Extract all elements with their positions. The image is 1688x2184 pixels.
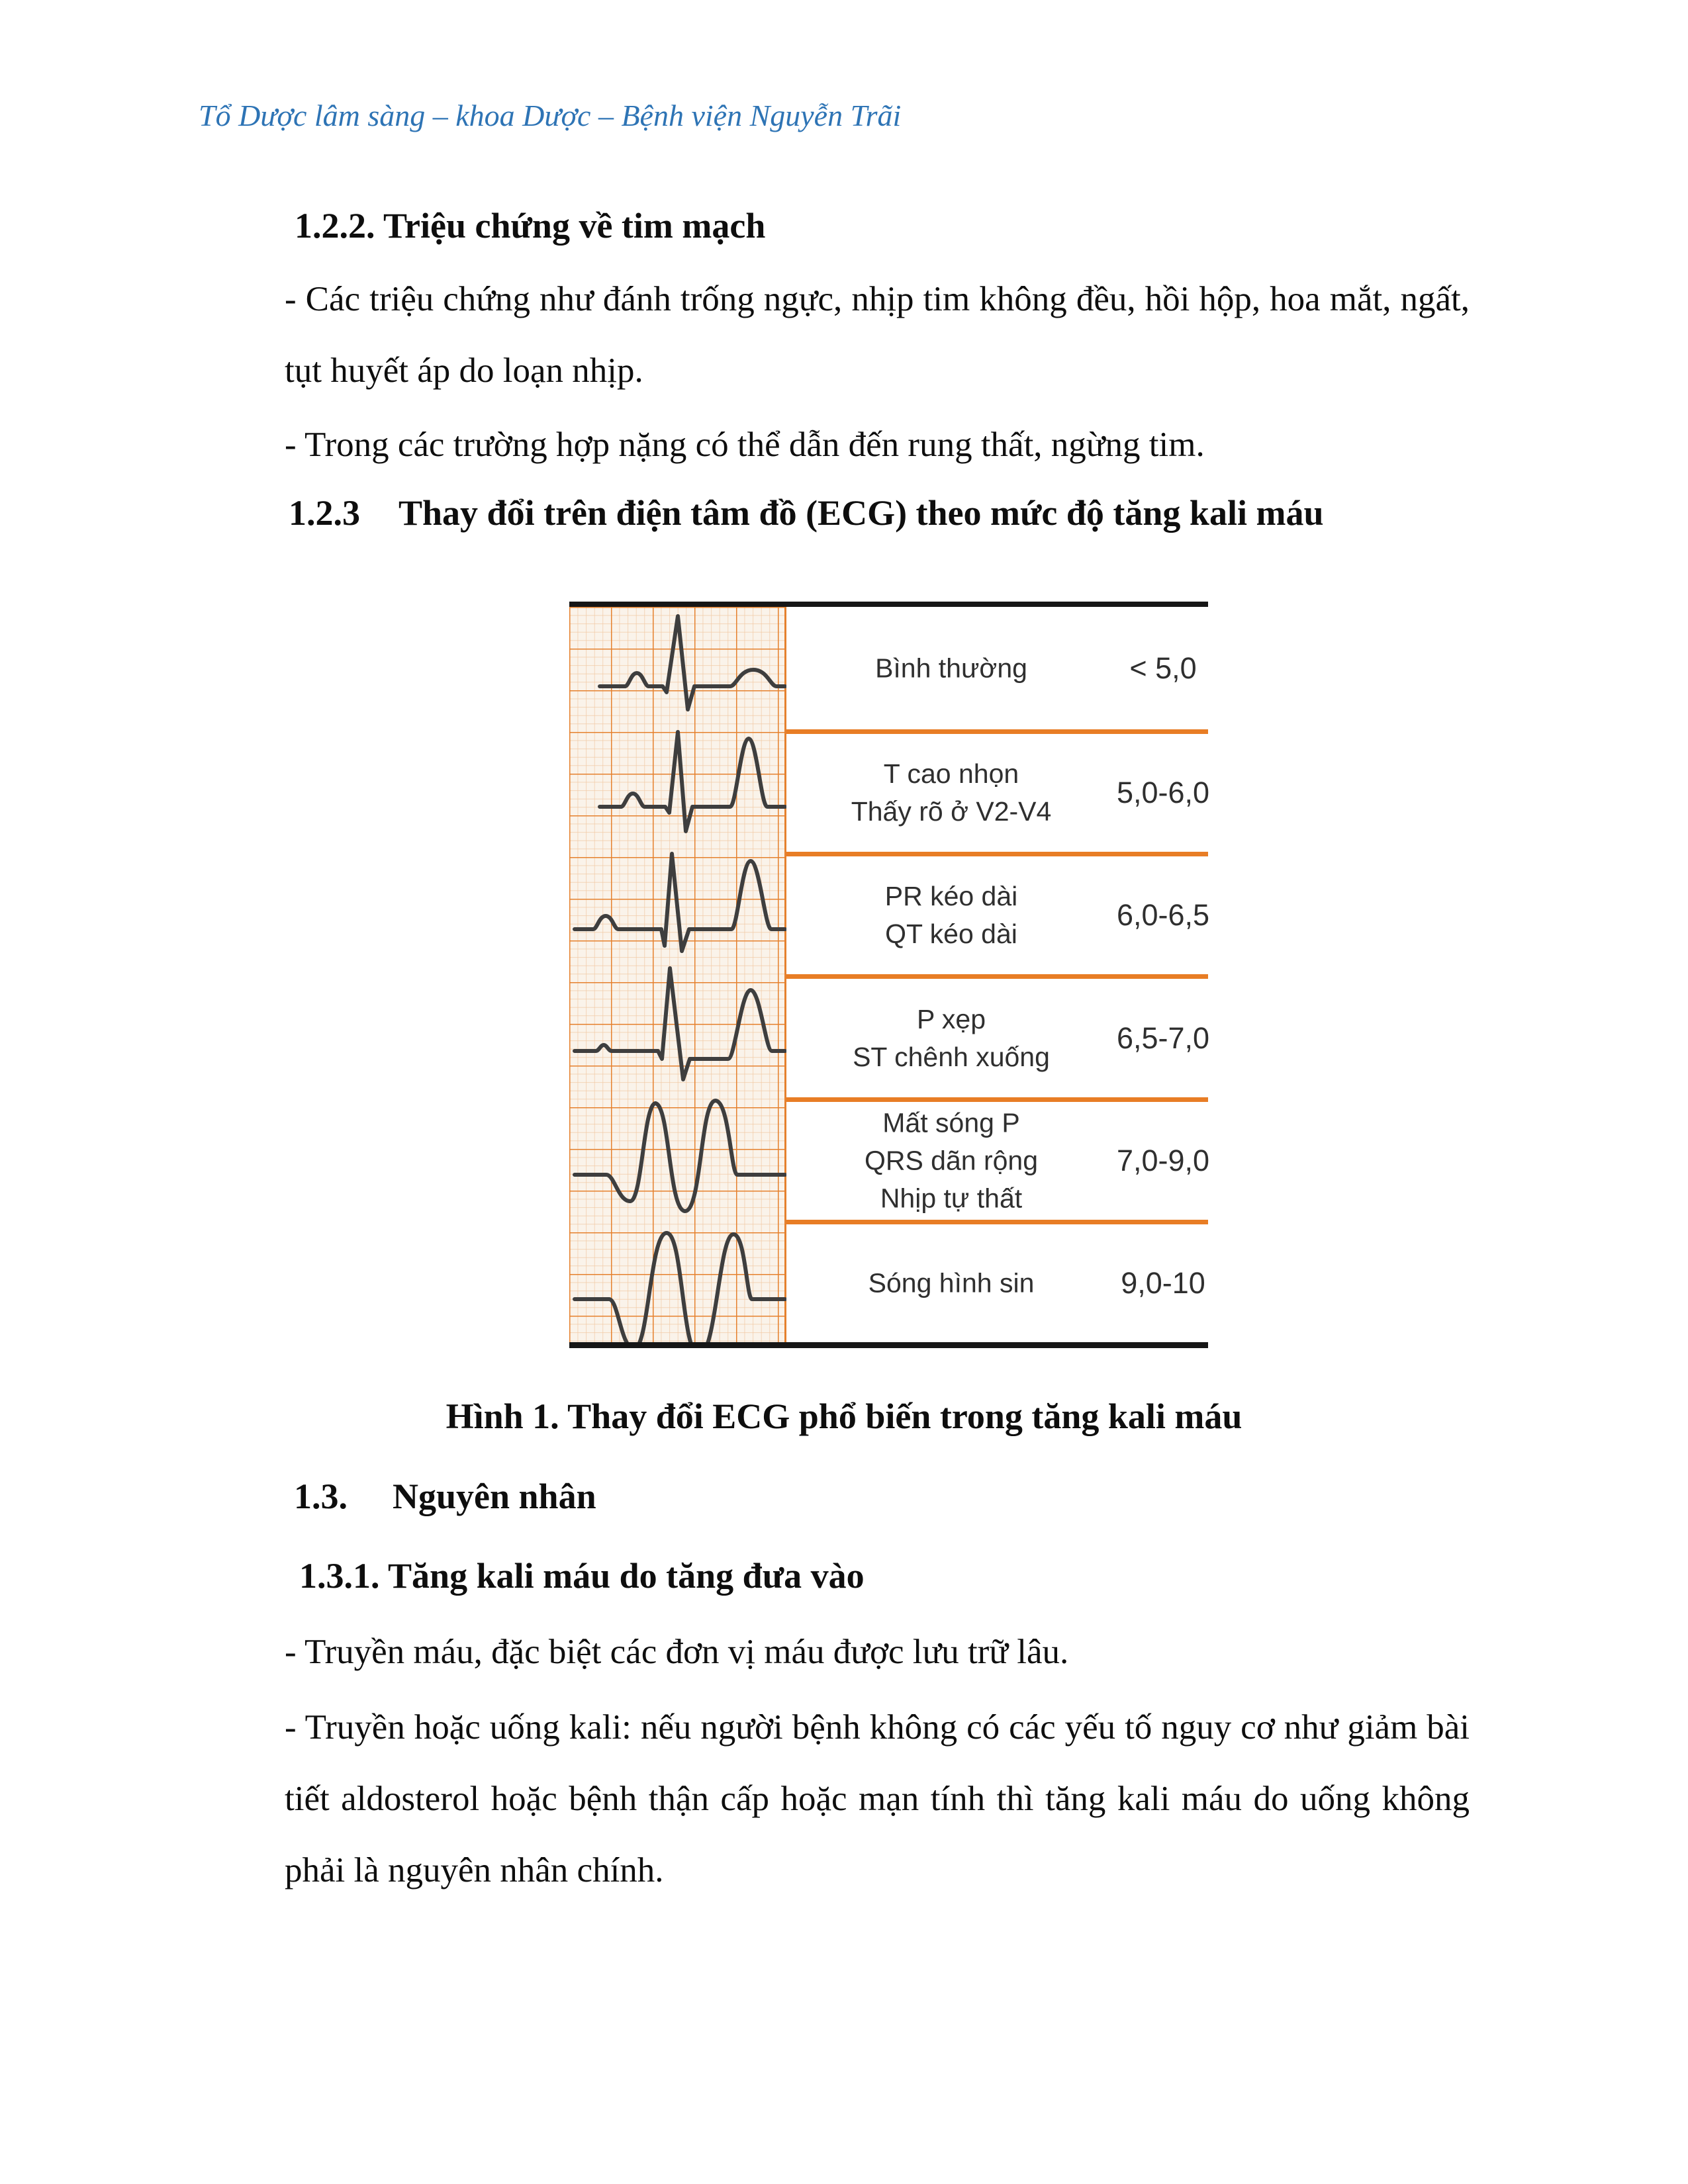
figure-row — [786, 607, 1208, 729]
heading-1-2-2: 1.2.2. Triệu chứng về tim mạch — [295, 206, 766, 246]
figure-row-label-line: Thấy rõ ở V2-V4 — [851, 796, 1052, 827]
heading-1-3-number: 1.3. — [294, 1477, 348, 1516]
figure-top-border — [569, 602, 1208, 607]
figure-row-value: 6,0-6,5 — [1116, 898, 1210, 933]
figure-row-label-line: T cao nhọn — [883, 758, 1019, 790]
heading-1-3-1: 1.3.1. Tăng kali máu do tăng đưa vào — [299, 1556, 865, 1596]
figure-row-label — [806, 1104, 1097, 1217]
ecg-figure — [569, 602, 1208, 1348]
figure-caption: Hình 1. Thay đổi ECG phổ biến trong tăng kali máu — [445, 1396, 1243, 1436]
figure-row-label-line: Mất sóng P — [882, 1107, 1020, 1138]
figure-rows — [786, 607, 1208, 1342]
figure-row-label-line: Bình thường — [875, 653, 1027, 684]
figure-row-label — [806, 755, 1097, 831]
figure-row — [786, 974, 1208, 1097]
figure-row — [786, 1220, 1208, 1342]
figure-row-value: 6,5-7,0 — [1116, 1021, 1210, 1055]
figure-row-value: 9,0-10 — [1121, 1265, 1205, 1300]
figure-row-label-line: Nhịp tự thất — [880, 1183, 1023, 1214]
paragraph-cardiac-symptoms: - Các triệu chứng như đánh trống ngực, nhịp tim không đều, hồi hộp, hoa mắt, ngất, tụt huyết áp do loạn nhịp. — [285, 280, 1470, 390]
heading-1-2-3 — [289, 490, 1324, 536]
figure-row-value: < 5,0 — [1129, 651, 1197, 685]
figure-row-label — [806, 1264, 1097, 1302]
figure-row-label-line: QRS dãn rộng — [864, 1145, 1039, 1176]
figure-row-label-line: QT kéo dài — [885, 919, 1017, 950]
figure-bottom-border — [569, 1342, 1208, 1348]
figure-row-value: 5,0-6,0 — [1116, 776, 1210, 810]
figure-row-value: 7,0-9,0 — [1116, 1143, 1210, 1177]
heading-1-3 — [294, 1473, 596, 1520]
heading-1-2-3-title: Thay đổi trên điện tâm đồ (ECG) theo mức độ tăng kali máu — [399, 493, 1324, 533]
figure-row-label-line: P xẹp — [916, 1003, 986, 1034]
figure-row-label — [806, 1001, 1097, 1076]
figure-row-label — [806, 649, 1097, 687]
paragraph-potassium-intake: - Truyền hoặc uống kali: nếu người bệnh không có các yếu tố nguy cơ như giảm bài tiết aldosterol hoặc bệnh thận cấp hoặc mạn tính thì tăng kali máu do uống không phải là nguyên nhân chính. — [285, 1708, 1470, 1889]
paragraph-severe-cases: - Trong các trường hợp nặng có thể dẫn đến rung thất, ngừng tim. — [285, 426, 1205, 464]
paragraph-blood-transfusion: - Truyền máu, đặc biệt các đơn vị máu được lưu trữ lâu. — [285, 1633, 1069, 1671]
figure-row — [786, 852, 1208, 974]
figure-row-label-line: Sóng hình sin — [868, 1267, 1035, 1298]
figure-row-label — [806, 878, 1097, 953]
figure-row — [786, 1097, 1208, 1220]
ecg-paper-strip — [569, 607, 786, 1342]
heading-1-3-title: Nguyên nhân — [393, 1477, 596, 1516]
ecg-paper-grid — [569, 607, 786, 1342]
figure-row-label-line: PR kéo dài — [884, 881, 1018, 912]
heading-1-2-3-number: 1.2.3 — [289, 493, 360, 533]
figure-row — [786, 729, 1208, 852]
page-header: Tổ Dược lâm sàng – khoa Dược – Bệnh viện Nguyễn Trãi — [199, 99, 902, 132]
figure-row-label-line: ST chênh xuống — [853, 1041, 1050, 1072]
